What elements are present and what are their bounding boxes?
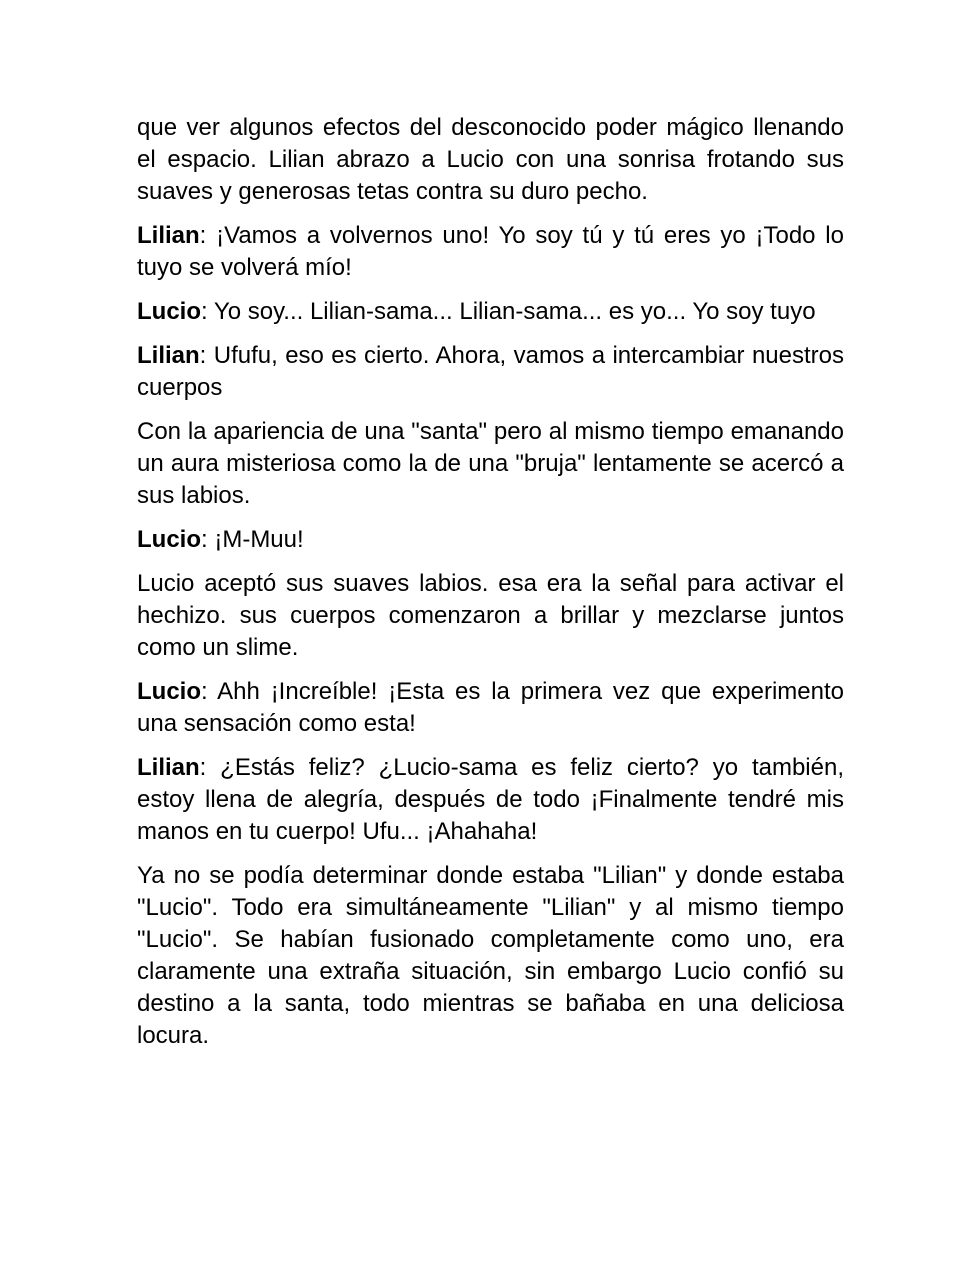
dialogue-paragraph (137, 676, 844, 740)
dialogue-text: : ¿Estás feliz? ¿Lucio-sama es feliz cierto? yo también, estoy llena de alegría, después de todo ¡Finalmente tendré mis manos en tu cuerpo! Ufu... ¡Ahahaha! (137, 754, 844, 845)
dialogue-paragraph (137, 296, 844, 328)
speaker-name: Lilian (137, 222, 200, 249)
document-body (137, 112, 844, 1064)
paragraph-text: Con la apariencia de una "santa" pero al mismo tiempo emanando un aura misteriosa como la de una "bruja" lentamente se acercó a sus labios. (137, 418, 844, 509)
speaker-name: Lucio (137, 298, 201, 325)
speaker-name: Lilian (137, 754, 200, 781)
paragraph-text: Ya no se podía determinar donde estaba "Lilian" y donde estaba "Lucio". Todo era simultáneamente "Lilian" y al mismo tiempo "Lucio". Se habían fusionado completamente como uno, era claramente una extraña situación, sin embargo Lucio confió su destino a la santa, todo mientras se bañaba en una deliciosa locura. (137, 862, 844, 1049)
dialogue-text: : Ahh ¡Increíble! ¡Esta es la primera vez que experimento una sensación como esta! (137, 678, 844, 737)
paragraph-text: que ver algunos efectos del desconocido poder mágico llenando el espacio. Lilian abrazo a Lucio con una sonrisa frotando sus suaves y generosas tetas contra su duro pecho. (137, 114, 844, 205)
narration-paragraph (137, 860, 844, 1052)
dialogue-paragraph (137, 340, 844, 404)
dialogue-paragraph (137, 220, 844, 284)
dialogue-paragraph (137, 752, 844, 848)
speaker-name: Lilian (137, 342, 200, 369)
narration-paragraph (137, 416, 844, 512)
narration-paragraph (137, 568, 844, 664)
dialogue-text: : ¡M-Muu! (201, 526, 304, 553)
dialogue-text: : Yo soy... Lilian-sama... Lilian-sama... es yo... Yo soy tuyo (201, 298, 816, 325)
paragraph-text: Lucio aceptó sus suaves labios. esa era la señal para activar el hechizo. sus cuerpos comenzaron a brillar y mezclarse juntos como un slime. (137, 570, 844, 661)
speaker-name: Lucio (137, 678, 201, 705)
dialogue-paragraph (137, 524, 844, 556)
narration-paragraph (137, 112, 844, 208)
dialogue-text: : ¡Vamos a volvernos uno! Yo soy tú y tú eres yo ¡Todo lo tuyo se volverá mío! (137, 222, 844, 281)
dialogue-text: : Ufufu, eso es cierto. Ahora, vamos a intercambiar nuestros cuerpos (137, 342, 844, 401)
speaker-name: Lucio (137, 526, 201, 553)
